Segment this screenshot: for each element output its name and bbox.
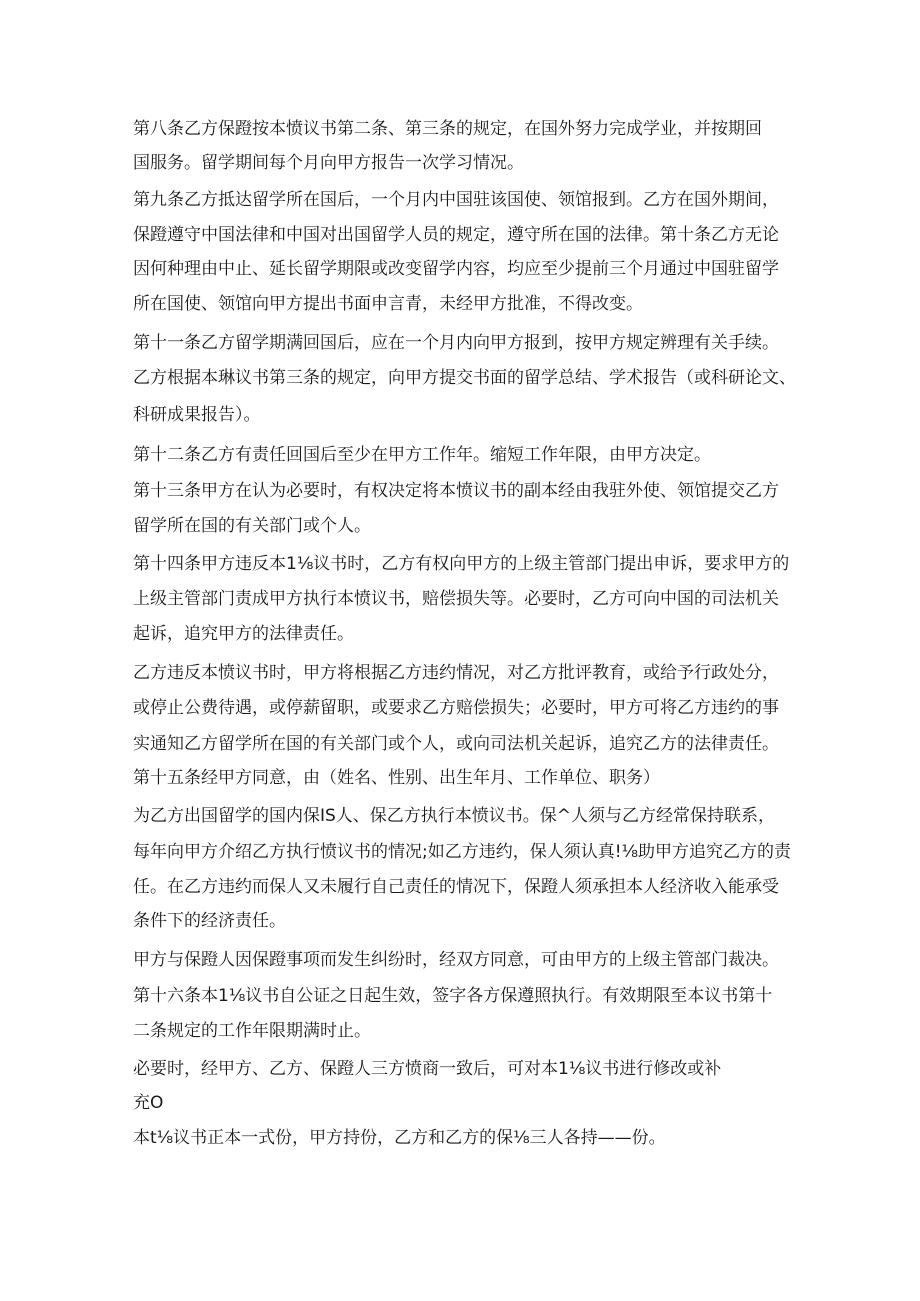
text-line: 国服务。留学期间每个月向甲方报告一次学习情况。 [133,153,524,173]
text-line: 实通知乙方留学所在国的有关部门或个人，或向司法机关起诉，追究乙方的法律责任。 [133,734,779,754]
text-line: 或停止公费待遇，或停薪留职，或要求乙方赔偿损失；必要时，甲方可将乙方违约的事 [133,698,779,718]
text-line: 上级主管部门责成甲方执行本愤议书，赔偿损失等。必要时，乙方可向中国的司法机关 [133,589,779,609]
text-line: 科研成果报告）。 [133,405,261,425]
text-line: 第十二条乙方有责任回国后至少在甲方工作年。缩短工作年限，由甲方决定。 [133,445,711,465]
text-line: 保蹬遵守中国法律和中国对出国留学人员的规定，遵守所在国的法律。第十条乙方无论 [133,225,779,245]
text-line: 留学所在国的有关部门或个人。 [133,516,371,536]
text-line: 第十五条经甲方同意，由（姓名、性别、出生年月、工作单位、职务） [133,768,660,788]
text-line: 起诉，追究甲方的法律责任。 [133,624,354,644]
text-line: 所在国使、领馆向甲方提出书面申言青，未经甲方批准，不得改变。 [133,294,643,314]
text-line: 第八条乙方保蹬按本愤议书第二条、第三条的规定，在国外努力完成学业，并按期回 [133,119,762,139]
text-line: 因何种理由中止、延长留学期限或改变留学内容，均应至少提前三个月通过中国驻留学 [133,259,779,279]
text-line: 乙方违反本愤议书时，甲方将根据乙方违约情况，对乙方批评教育，或给予行政处分， [133,663,779,683]
text-line: 乙方根据本琳议书第三条的规定，向甲方提交书面的留学总结、学术报告（或科研论文、 [133,368,796,388]
text-line: 第十六条本1⅛议书自公证之日起生效，签字各方保遵照执行。有效期限至本议书第十 [133,986,773,1006]
text-line: 每年向甲方介绍乙方执行愤议书的情况;如乙方违约，保人须认真!⅛助甲方追究乙方的责 [133,842,792,862]
text-line: 第十四条甲方违反本1⅛议书时，乙方有权向甲方的上级主管部门提出申诉，要求甲方的 [133,554,790,574]
text-line: 二条规定的工作年限期满时止。 [133,1021,371,1041]
text-line: 充O [133,1093,164,1113]
text-line: 甲方与保蹬人因保蹬事项而发生纠纷时，经双方同意，可由甲方的上级主管部门裁决。 [133,950,779,970]
text-line: 本t⅛议书正本一式份，甲方持份，乙方和乙方的保⅛三人各持——份。 [133,1128,666,1148]
text-line: 条件下的经济责任。 [133,911,286,931]
text-line: 任。在乙方违约而保人又未履行自己责任的情况下，保蹬人须承担本人经济收入能承受 [133,877,779,897]
text-line: 第十三条甲方在认为必要时，有权决定将本愤议书的副本经由我驻外使、领馆提交乙方 [133,481,779,501]
text-line: 必要时，经甲方、乙方、保蹬人三方愤商一致后，可对本1⅛议书进行修改或补 [133,1059,722,1079]
text-line: 第十一条乙方留学期满回国后，应在一个月内向甲方报到，按甲方规定辨理有关手续。 [133,333,779,353]
text-line: 为乙方出国留学的国内保IS人、保乙方执行本愤议书。保^人须与乙方经常保持联系， [133,806,776,826]
text-line: 第九条乙方抵达留学所在国后，一个月内中国驻该国使、领馆报到。乙方在国外期间， [133,190,779,210]
